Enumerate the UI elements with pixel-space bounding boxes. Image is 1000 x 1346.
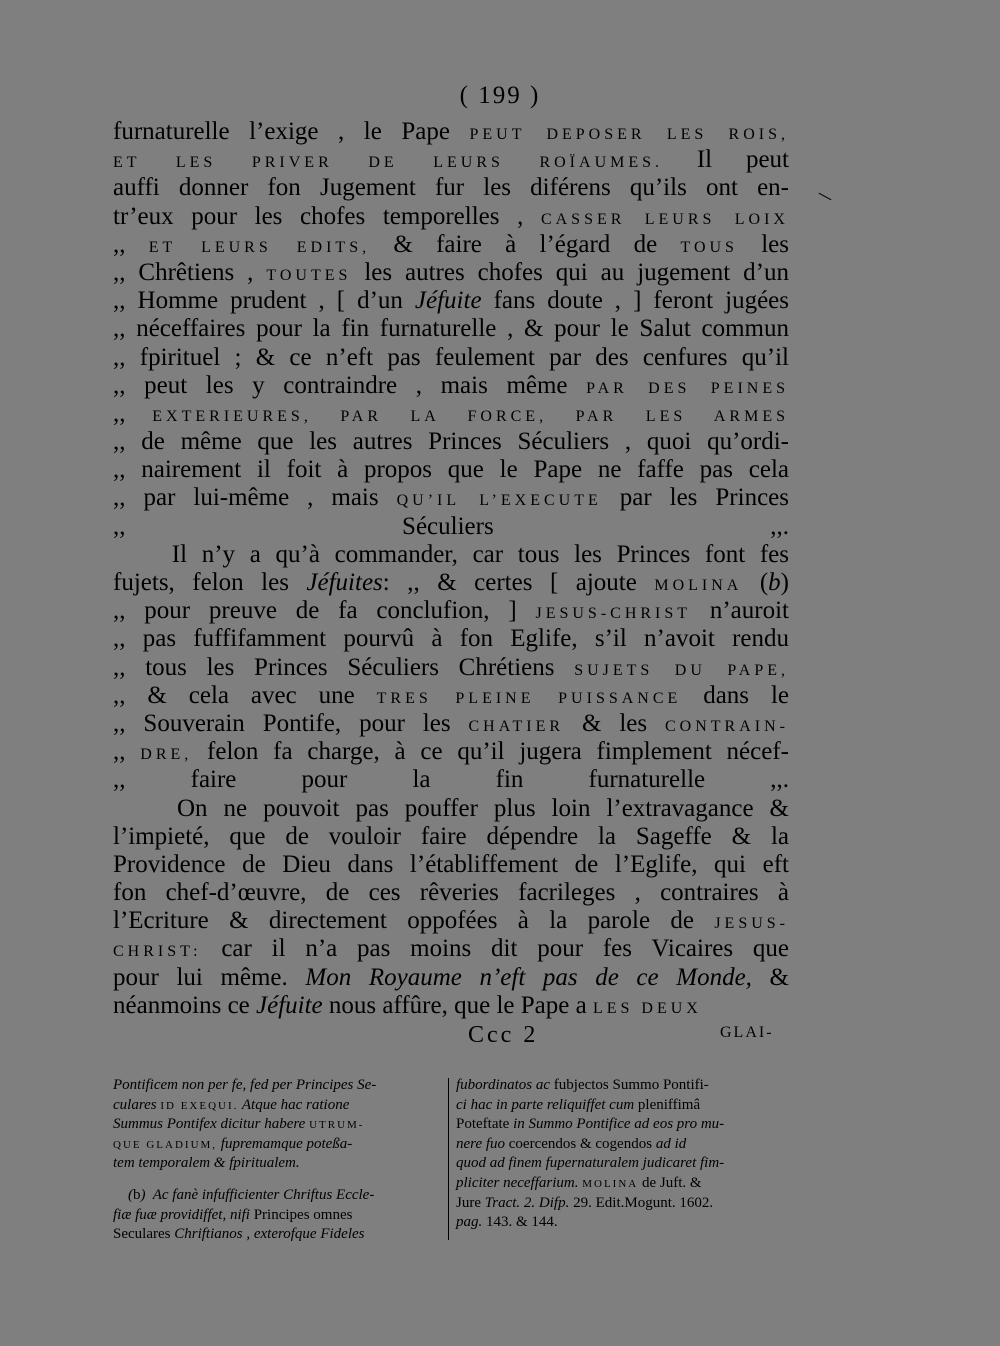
text-line bbox=[113, 1076, 440, 1096]
text-run: MOLINA bbox=[582, 1177, 639, 1190]
text-line bbox=[113, 287, 789, 315]
text-run: ,, pour preuve de fa conclufion, ] bbox=[113, 597, 536, 625]
text-run: Chriftianos , exterofque Fideles bbox=[170, 1226, 365, 1243]
text-run: felon fa charge, à ce qu’il jugera fimplement nécef- bbox=[192, 738, 789, 766]
text-line bbox=[113, 259, 789, 287]
text-line bbox=[113, 654, 789, 682]
text-run: pleniffimâ bbox=[637, 1096, 701, 1113]
text-line bbox=[113, 203, 789, 231]
text-line bbox=[113, 992, 789, 1020]
text-run: tr’eux pour les chofes temporelles , bbox=[113, 202, 541, 230]
footnote-left-column bbox=[113, 1076, 440, 1245]
text-run: ,, Séculiers ,,. bbox=[113, 512, 789, 540]
text-run: par les Princes bbox=[601, 484, 789, 512]
text-run: ET LEURS EDITS, bbox=[148, 238, 371, 256]
text-run: 143. & 144. bbox=[486, 1214, 558, 1231]
text-run: Atque hac ratione bbox=[238, 1096, 350, 1113]
text-line bbox=[113, 513, 789, 541]
text-run: b bbox=[768, 569, 781, 596]
text-run: quod ad finem fupernaturalem judicaret fim- bbox=[456, 1155, 725, 1172]
text-line bbox=[113, 1186, 440, 1206]
text-run: ,, bbox=[113, 399, 153, 427]
text-run: Principes omnes bbox=[253, 1206, 353, 1223]
text-run: TOUS bbox=[680, 238, 738, 256]
text-run: ,, fpirituel ; & ce n’eft pas feulement par des cenfures qu’il bbox=[113, 343, 789, 371]
text-run: fans doute , ] feront jugées bbox=[481, 287, 789, 315]
text-line bbox=[113, 682, 789, 710]
text-line bbox=[113, 1135, 440, 1155]
text-run: CONTRAIN- bbox=[665, 717, 789, 735]
text-run: ,, pas fuffifamment pourvû à fon Eglife, s’il n’avoit rendu bbox=[113, 625, 789, 653]
text-line bbox=[113, 625, 789, 653]
text-run: dans le bbox=[681, 681, 789, 709]
text-line bbox=[113, 315, 789, 343]
text-run: TOUTES bbox=[266, 266, 352, 284]
text-line bbox=[113, 541, 789, 569]
text-line bbox=[113, 1115, 440, 1135]
text-line bbox=[113, 344, 789, 372]
text-run: car il n’a pas moins dit pour fes Vicaires que bbox=[201, 935, 789, 963]
text-line bbox=[113, 174, 789, 202]
text-run: fujets, felon les bbox=[113, 569, 307, 596]
text-run: auffi donner fon Jugement fur les diférens qu’ils ont en- bbox=[113, 174, 789, 202]
text-run: pliciter neceffarium. bbox=[456, 1174, 583, 1191]
text-line bbox=[113, 795, 789, 823]
text-run: ( bbox=[742, 569, 769, 596]
text-run: ,, par lui-même , mais bbox=[113, 484, 397, 512]
text-line bbox=[113, 738, 789, 766]
text-run: Jéfuite bbox=[256, 991, 323, 1019]
text-line bbox=[113, 372, 789, 400]
text-line bbox=[113, 1154, 440, 1174]
text-run: culares bbox=[113, 1096, 161, 1113]
text-run: ci hac in parte reliquiffet cum bbox=[456, 1096, 638, 1113]
text-run: fubjectos Summo Pontifi- bbox=[553, 1077, 709, 1093]
text-run: b bbox=[133, 1186, 141, 1203]
text-run: ,, néceffaires pour la fin furnaturelle , & pour le Salut commun bbox=[113, 315, 789, 343]
text-run: CHRIST: bbox=[113, 943, 202, 961]
text-run: ) Ac fanè infufficienter Chriftus Eccle- bbox=[140, 1186, 375, 1203]
text-line bbox=[456, 1135, 786, 1155]
text-run: nous affûre, que le Pape a bbox=[322, 991, 593, 1019]
text-run: ,, Homme prudent , [ d’un bbox=[113, 287, 415, 315]
text-line bbox=[113, 935, 789, 963]
text-run: 29. Edit.Mogunt. 1602. bbox=[573, 1194, 714, 1211]
text-run: LES DEUX bbox=[592, 999, 702, 1017]
text-run: ,, de même que les autres Princes Séculiers , quoi qu’ordi- bbox=[113, 428, 789, 456]
footnote-right-column bbox=[456, 1076, 786, 1233]
text-run: MOLINA bbox=[654, 577, 743, 594]
text-run: fubordinatos ac bbox=[456, 1077, 554, 1093]
text-run: DRE, bbox=[140, 746, 193, 764]
text-run: Il peut bbox=[663, 146, 789, 174]
text-line bbox=[113, 1225, 440, 1245]
text-run: ,, faire pour la fin furnaturelle ,,. bbox=[113, 766, 789, 794]
text-run: : ,, & certes [ ajoute bbox=[382, 569, 655, 596]
text-run: TRES PLEINE PUISSANCE bbox=[376, 689, 682, 707]
text-line bbox=[456, 1076, 786, 1096]
text-run: Jéfuites bbox=[306, 569, 383, 596]
text-line bbox=[456, 1115, 786, 1135]
text-run: fiæ fuæ providiffet, nifi bbox=[113, 1206, 254, 1223]
text-run: UTRUM- bbox=[309, 1119, 365, 1132]
text-run: ( bbox=[113, 1186, 133, 1203]
text-run: ,, Souverain Pontife, pour les bbox=[113, 709, 469, 737]
footnote-column-divider bbox=[448, 1078, 449, 1240]
text-line bbox=[113, 1096, 440, 1116]
text-run: CHATIER bbox=[468, 717, 565, 735]
text-line bbox=[113, 907, 789, 935]
text-run: ) bbox=[780, 569, 789, 596]
text-run: l’Ecriture & directement oppofées à la parole de bbox=[113, 907, 715, 935]
text-line bbox=[113, 1206, 440, 1226]
text-run: Pontificem non per fe, fed per Principes Se- bbox=[113, 1077, 377, 1093]
text-run: & faire à l’égard de bbox=[370, 230, 681, 258]
signature-mark: Ccc 2 bbox=[468, 1022, 539, 1048]
text-line bbox=[113, 964, 789, 992]
text-line bbox=[113, 879, 789, 907]
text-line bbox=[113, 823, 789, 851]
text-line bbox=[113, 456, 789, 484]
text-run: coercendos & cogendos bbox=[508, 1135, 653, 1152]
text-line bbox=[456, 1154, 786, 1174]
text-run: ,, peut les y contraindre , mais même bbox=[113, 371, 587, 399]
text-line bbox=[113, 428, 789, 456]
stray-ink-mark bbox=[819, 193, 832, 200]
text-run: pour lui même. bbox=[113, 963, 306, 991]
text-run: ,, & cela avec une bbox=[113, 681, 377, 709]
text-run: ad id bbox=[652, 1135, 687, 1152]
footnote-spacer bbox=[113, 1174, 440, 1186]
text-run: ID EXEQUI. bbox=[160, 1099, 239, 1112]
text-run: tem temporalem & fpiritualem. bbox=[113, 1155, 300, 1172]
text-run: néanmoins ce bbox=[113, 991, 257, 1019]
text-line bbox=[113, 710, 789, 738]
text-line bbox=[113, 400, 789, 428]
text-run: Providence de Dieu dans l’établiffement de l’Eglife, qui eft bbox=[113, 850, 789, 878]
text-run: les bbox=[737, 230, 789, 258]
text-run: QUE GLADIUM, bbox=[113, 1138, 218, 1151]
text-run: de Juft. & bbox=[638, 1174, 702, 1191]
text-run: & bbox=[751, 963, 789, 991]
text-line bbox=[113, 118, 789, 146]
text-line bbox=[113, 484, 789, 512]
text-run: SUJETS DU PAPE, bbox=[574, 661, 789, 679]
text-line bbox=[113, 569, 789, 597]
page-number: ( 199 ) bbox=[459, 82, 541, 109]
text-run: Summus Pontifex dicitur habere bbox=[113, 1116, 310, 1133]
text-run: Poteftate bbox=[456, 1116, 510, 1133]
text-line bbox=[456, 1174, 786, 1194]
text-run: fon chef-d’œuvre, de ces rêveries facrileges , contraires à bbox=[113, 879, 789, 907]
text-run: Jéfuite bbox=[414, 287, 482, 315]
text-run: Jure bbox=[456, 1194, 481, 1211]
text-run: nere fuo bbox=[456, 1135, 509, 1152]
text-line bbox=[113, 231, 789, 259]
text-run: fupremamque poteßa- bbox=[217, 1135, 353, 1152]
text-run: Seculares bbox=[113, 1226, 171, 1243]
text-run: les autres chofes qui au jugement d’un bbox=[351, 258, 789, 286]
text-run: JESUS- bbox=[714, 915, 789, 933]
main-body-text bbox=[113, 118, 789, 1020]
text-line bbox=[113, 146, 789, 174]
text-run: pag. bbox=[456, 1214, 486, 1231]
text-run: ,, bbox=[113, 738, 141, 766]
text-run: Il n’y a qu’à commander, car tous les Princes font fes bbox=[113, 540, 789, 568]
text-run: CASSER LEURS LOIX bbox=[540, 210, 789, 228]
text-run: ET LES PRIVER DE LEURS ROÏAUMES. bbox=[113, 154, 664, 172]
text-line bbox=[456, 1096, 786, 1116]
text-run: ,, Chrêtiens , bbox=[113, 258, 267, 286]
text-run: furnaturelle l’exige , le Pape bbox=[113, 118, 470, 145]
text-run: PAR DES PEINES bbox=[586, 379, 790, 397]
text-run: On ne pouvoit pas pouffer plus loin l’extravagance & bbox=[113, 794, 789, 822]
text-line bbox=[113, 766, 789, 794]
text-run: JESUS-CHRIST bbox=[535, 605, 692, 623]
text-run: Mon Royaume n’eft pas de ce Monde, bbox=[305, 963, 752, 991]
text-run: ,, tous les Princes Séculiers Chrétiens bbox=[113, 653, 575, 681]
text-run: Tract. 2. Difp. bbox=[481, 1194, 574, 1211]
text-run: ,, nairement il foit à propos que le Pape ne faffe pas cela bbox=[113, 456, 789, 484]
text-run: n’auroit bbox=[691, 597, 789, 625]
text-run: QU’IL L’EXECUTE bbox=[396, 492, 602, 510]
text-run: in Summo Pontifice ad eos pro mu- bbox=[509, 1116, 725, 1133]
text-run: ,, bbox=[113, 230, 149, 258]
catchword: GLAI- bbox=[720, 1024, 774, 1041]
text-run: EXTERIEURES, PAR LA FORCE, PAR LES ARMES bbox=[152, 407, 790, 425]
text-line bbox=[113, 851, 789, 879]
text-run: & les bbox=[564, 709, 665, 737]
text-line bbox=[456, 1194, 786, 1214]
text-line bbox=[456, 1213, 786, 1233]
text-line bbox=[113, 597, 789, 625]
text-run: l’impieté, que de vouloir faire dépendre la Sageffe & la bbox=[113, 822, 789, 850]
text-run: PEUT DEPOSER LES ROIS, bbox=[469, 126, 789, 143]
